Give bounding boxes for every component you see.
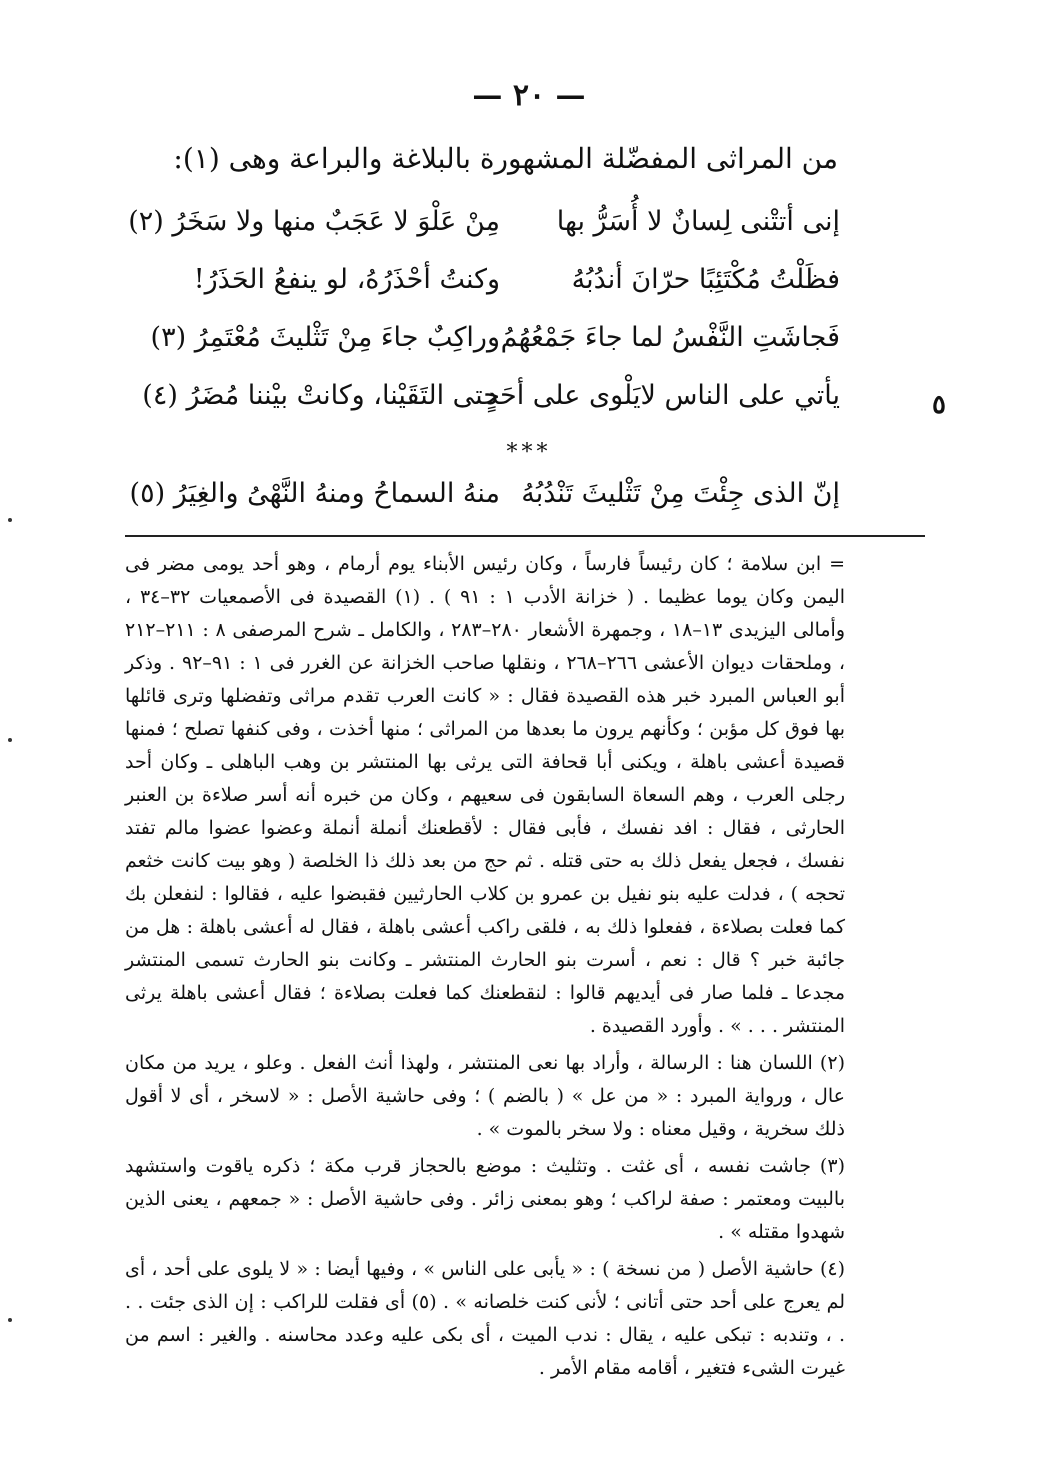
- verse-1-second-hemistich: مِنْ عَلْوَ لا عَجَبٌ منها ولا سَخَرُ (٢): [128, 206, 500, 237]
- verse-2-first-hemistich: فظَلْتُ مُكْتَئِبًا حرّانَ أندُبُهُ: [571, 264, 840, 295]
- verse-4: [142, 380, 840, 430]
- margin-mark: [8, 1318, 12, 1322]
- verse-1: [128, 206, 840, 256]
- footnote-4: (٤) حاشية الأصل ( من نسخة ) : « يأبى على الناس » ، وفيها أيضا : « لا يلوى على أحد ، أى لم يعرج على أحد حتى أتانى ؛ لأنى كنت خلصانه » . (٥) أى فقلت للراكب : إن الذى جئت . . . ، وتندبه : تبكى عليه ، يقال : ندب الميت ، أى بكى عليه وعدد محاسنه . والغير : اسم من غيرت الشىء فتغير ، أقامه مقام الأمر .: [125, 1258, 846, 1379]
- verse-1-first-hemistich: إنى أتتْنى لِسانٌ لا أُسَرُّ بها: [556, 206, 840, 237]
- line-number-marker: ٥: [932, 390, 946, 420]
- margin-mark: [8, 518, 12, 522]
- verse-3-first-hemistich: فَجاشَتِ النَّفْسُ لما جاءَ جَمْعُهُمُ: [500, 322, 840, 353]
- verse-4-first-hemistich: يأتي على الناس لايَلْوى على أحَدٍ: [485, 380, 840, 411]
- page-number: — ٢٠ —: [472, 78, 586, 113]
- footnotes-block: [125, 548, 845, 1389]
- verse-4-second-hemistich: حتى التَقَيْنا، وكانتْ بيْننا مُضَرُ (٤): [142, 380, 500, 411]
- footnote-2: (٢) اللسان هنا : الرسالة ، وأراد بها نعى المنتشر ، ولهذا أنث الفعل . وعلو ، يريد من مكان عال ، ورواية المبرد : « من عل » ( بالضم ) ؛ وفى حاشية الأصل : « لاسخر ، أى لا أقول ذلك سخرية ، وقيل معناه : ولا سخر بالموت » .: [125, 1052, 845, 1140]
- footnote-divider: [125, 535, 925, 537]
- verse-5: [129, 478, 840, 528]
- verse-3: [150, 322, 840, 372]
- verse-3-second-hemistich: وراكِبٌ جاءَ مِنْ تَثْليثَ مُعْتَمِرُ (٣): [150, 322, 500, 353]
- verse-5-second-hemistich: منهُ السماحُ ومنهُ النَّهْىُ والغِيَرُ (٥): [129, 478, 500, 509]
- footnote-1: = ابن سلامة ؛ كان رئيساً فارساً ، وكان رئيس الأبناء يوم أرمام ، وهو أحد يومى مضر فى اليمن وكان يوما عظيما . ( خزانة الأدب ١ : ٩١ ) . (١) القصيدة فى الأصمعيات ٣٢–٣٤ ، وأمالى اليزيدى ١٣–١٨ ، وجمهرة الأشعار ٢٨٠–٢٨٣ ، والكامل ـ شرح المرصفى ٨ : ٢١١–٢١٢ ، وملحقات ديوان الأعشى ٢٦٦–٢٦٨ ، ونقلها صاحب الخزانة عن الغرر فى ١ : ٩١–٩٢ . وذكر أبو العباس المبرد خبر هذه القصيدة فقال : « كانت العرب تقدم مراثى وتفضلها وترى قائلها بها فوق كل مؤبن ؛ وكأنهم يرون ما بعدها من المراثى ؛ منها أخذت ، وفى كنفها تصلح ؛ فمنها قصيدة أعشى باهلة ، ويكنى أبا قحافة التى يرثى بها المنتشر بن وهب الباهلى ـ وكان أحد رجلى العرب ، وهم السعاة السابقون فى سعيهم ، وكان من خبره أنه أسر صلاءة بن العنبر الحارثى ، فقال : افد نفسك ، فأبى فقال : لأقطعنك أنملة أنملة وعضوا عضوا مالم تفتد نفسك ، فجعل يفعل ذلك به حتى قتله . ثم حج من بعد ذلك ذا الخلصة ( وهو بيت كانت خثعم تحجه ) ، فدلت عليه بنو نفيل بن عمرو بن كلاب الحارثيين فقبضوا عليه ، فقالوا : لنفعلن بك كما فعلت بصلاءة ، ففعلوا ذلك به ، فلقى راكب أعشى باهلة ، فقال له أعشى باهلة : هل من جائبة خبر ؟ قال : نعم ، أسرت بنو الحارث المنتشر ـ وكانت بنو الحارث تسمى المنتشر مجدعا ـ فلما صار فى أيديهم قالوا : لنقطعنك كما فعلت بصلاءة ؛ فقال أعشى باهلة يرثى المنتشر . . . » . وأورد القصيدة .: [125, 553, 846, 1037]
- verse-2-second-hemistich: وكنتُ أحْذَرُهُ، لو ينفعُ الحَذَرُ!: [193, 264, 500, 295]
- verse-5-first-hemistich: إنّ الذى جِئْتَ مِنْ تَثْليثَ تَنْدُبُهُ: [521, 478, 840, 509]
- intro-line: من المراثى المفضّلة المشهورة بالبلاغة والبراعة وهى (١):: [173, 142, 838, 175]
- section-separator-stars: ***: [506, 440, 552, 465]
- verse-2: [160, 264, 840, 314]
- margin-mark: [8, 738, 12, 742]
- footnote-3: (٣) جاشت نفسه ، أى غثت . وتثليث : موضع بالحجاز قرب مكة ؛ ذكره ياقوت واستشهد بالبيت ومعتمر : صفة لراكب ؛ وهو بمعنى زائر . وفى حاشية الأصل : « جمعهم ، يعنى الذين شهدوا مقتله » .: [125, 1155, 845, 1243]
